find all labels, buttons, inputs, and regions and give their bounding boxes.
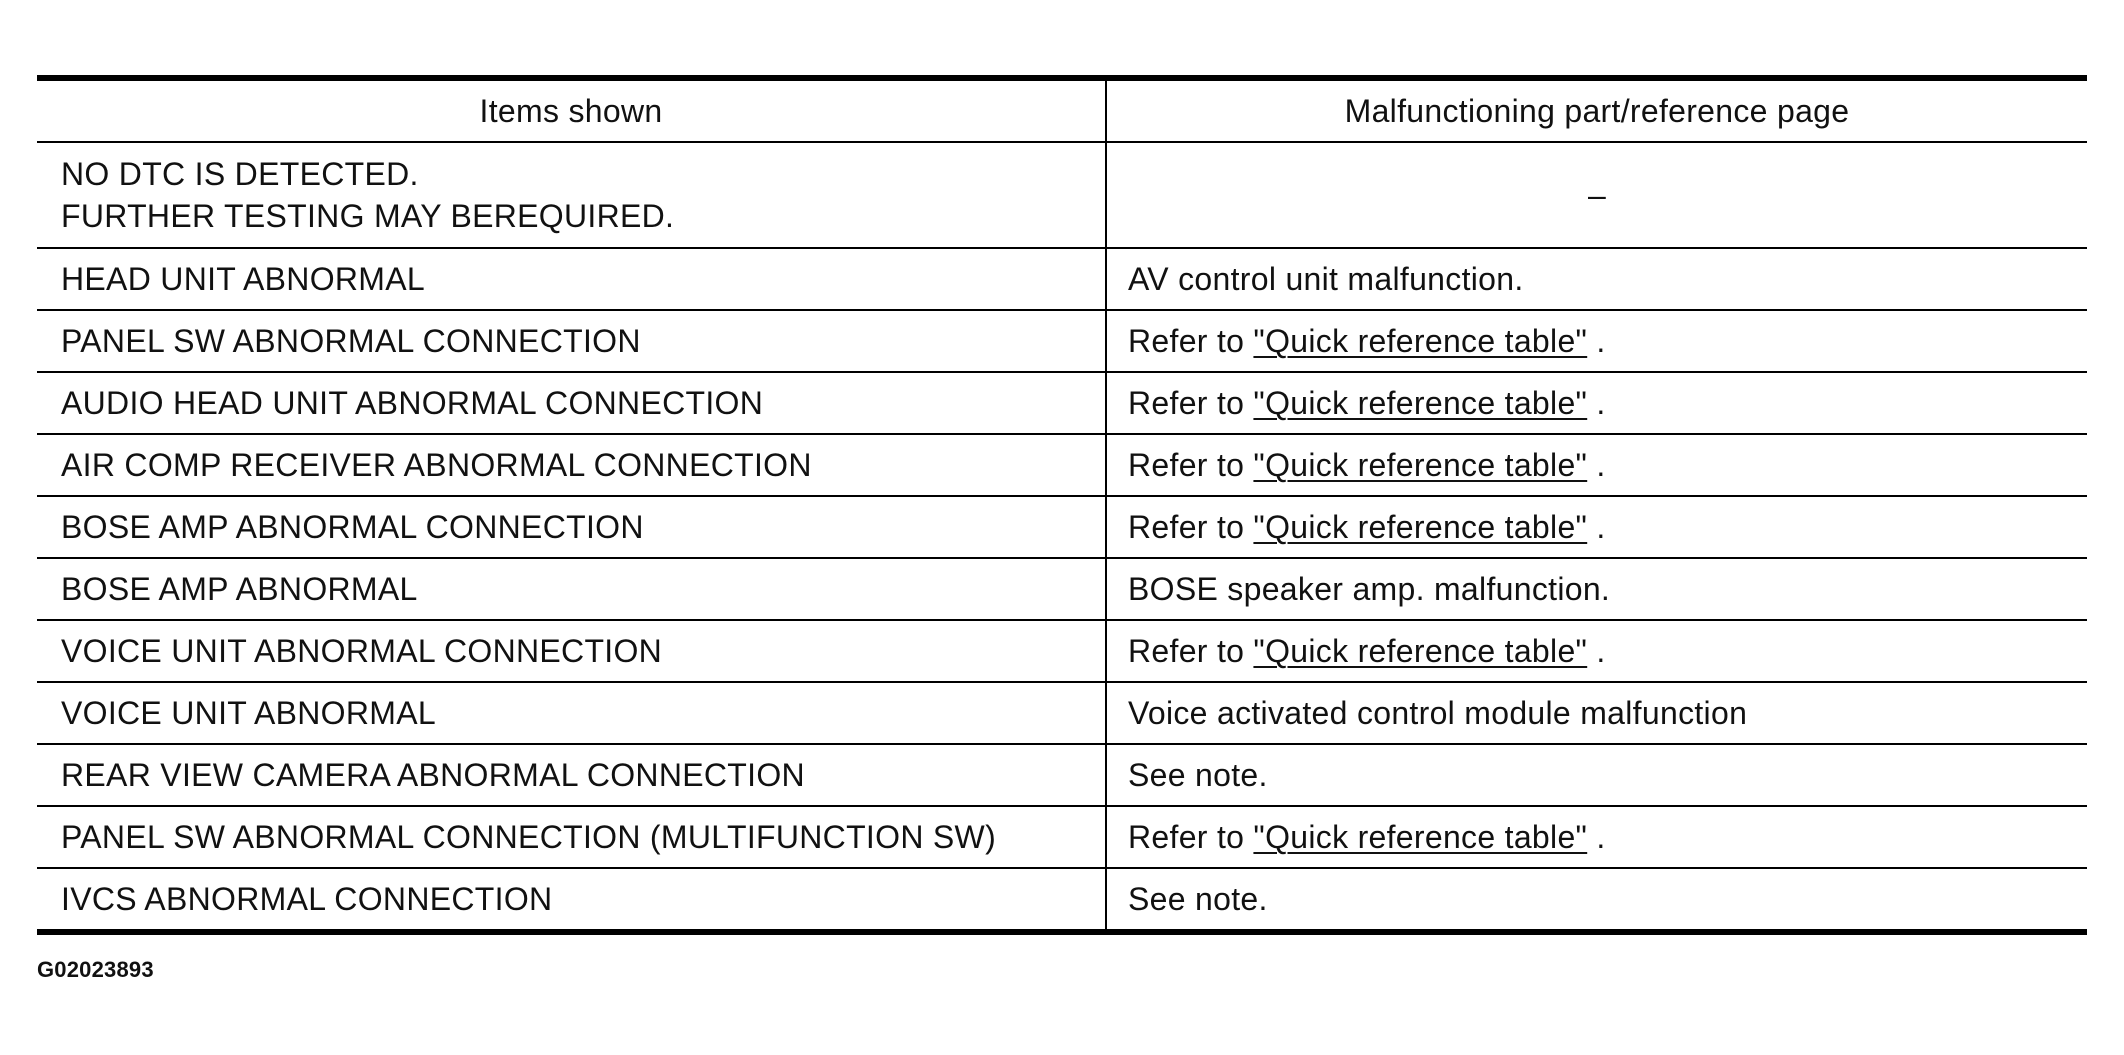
quick-reference-table-link[interactable]: "Quick reference table" (1253, 323, 1588, 359)
reference-text: Refer to (1128, 447, 1254, 483)
item-cell: REAR VIEW CAMERA ABNORMAL CONNECTION (37, 744, 1106, 806)
reference-text: AV control unit malfunction. (1128, 261, 1524, 297)
reference-cell (1106, 496, 2087, 558)
reference-cell (1106, 744, 2087, 806)
item-cell: VOICE UNIT ABNORMAL CONNECTION (37, 620, 1106, 682)
quick-reference-table-link[interactable]: "Quick reference table" (1253, 819, 1588, 855)
reference-text: – (1587, 177, 1607, 213)
quick-reference-table-link[interactable]: "Quick reference table" (1253, 447, 1588, 483)
table-row (37, 310, 2087, 372)
table-row (37, 248, 2087, 310)
reference-cell (1106, 620, 2087, 682)
table-row (37, 496, 2087, 558)
figure-id-label: G02023893 (37, 957, 154, 982)
reference-text: See note. (1128, 881, 1268, 917)
item-cell: PANEL SW ABNORMAL CONNECTION (MULTIFUNCTION SW) (37, 806, 1106, 868)
reference-cell (1106, 434, 2087, 496)
table-header-row (37, 78, 2087, 142)
reference-suffix: . (1587, 323, 1606, 359)
table-row (37, 806, 2087, 868)
reference-suffix: . (1587, 633, 1606, 669)
item-cell: BOSE AMP ABNORMAL CONNECTION (37, 496, 1106, 558)
reference-cell (1106, 868, 2087, 932)
table-row (37, 372, 2087, 434)
reference-suffix: . (1587, 385, 1606, 421)
table-row (37, 434, 2087, 496)
item-cell (37, 142, 1106, 248)
reference-cell (1106, 682, 2087, 744)
reference-cell (1106, 558, 2087, 620)
table-row (37, 682, 2087, 744)
column-header-items-shown: Items shown (37, 78, 1106, 142)
quick-reference-table-link[interactable]: "Quick reference table" (1253, 509, 1588, 545)
table-row (37, 744, 2087, 806)
item-line: NO DTC IS DETECTED. (61, 156, 419, 192)
reference-cell (1106, 372, 2087, 434)
item-cell: BOSE AMP ABNORMAL (37, 558, 1106, 620)
reference-cell (1106, 248, 2087, 310)
reference-suffix: . (1587, 819, 1606, 855)
item-cell: AUDIO HEAD UNIT ABNORMAL CONNECTION (37, 372, 1106, 434)
table-row (37, 558, 2087, 620)
reference-cell (1106, 806, 2087, 868)
reference-text: Refer to (1128, 633, 1254, 669)
reference-text: Refer to (1128, 385, 1254, 421)
quick-reference-table-link[interactable]: "Quick reference table" (1253, 385, 1588, 421)
reference-text: Refer to (1128, 819, 1254, 855)
reference-text: BOSE speaker amp. malfunction. (1128, 571, 1611, 607)
reference-text: Refer to (1128, 323, 1254, 359)
table-row (37, 868, 2087, 932)
item-cell: VOICE UNIT ABNORMAL (37, 682, 1106, 744)
table-row (37, 142, 2087, 248)
diagnostic-table-container (37, 75, 2087, 935)
reference-text: See note. (1128, 757, 1268, 793)
item-cell: AIR COMP RECEIVER ABNORMAL CONNECTION (37, 434, 1106, 496)
item-line: FURTHER TESTING MAY BEREQUIRED. (61, 198, 675, 234)
reference-suffix: . (1587, 509, 1606, 545)
reference-suffix: . (1587, 447, 1606, 483)
item-cell: PANEL SW ABNORMAL CONNECTION (37, 310, 1106, 372)
reference-text: Refer to (1128, 509, 1254, 545)
quick-reference-table-link[interactable]: "Quick reference table" (1253, 633, 1588, 669)
table-row (37, 620, 2087, 682)
reference-cell (1106, 310, 2087, 372)
item-cell: IVCS ABNORMAL CONNECTION (37, 868, 1106, 932)
column-header-malfunctioning-part: Malfunctioning part/reference page (1106, 78, 2087, 142)
reference-text: Voice activated control module malfunction (1128, 695, 1748, 731)
item-cell: HEAD UNIT ABNORMAL (37, 248, 1106, 310)
reference-cell (1106, 142, 2087, 248)
diagnostic-items-table (37, 75, 2087, 935)
